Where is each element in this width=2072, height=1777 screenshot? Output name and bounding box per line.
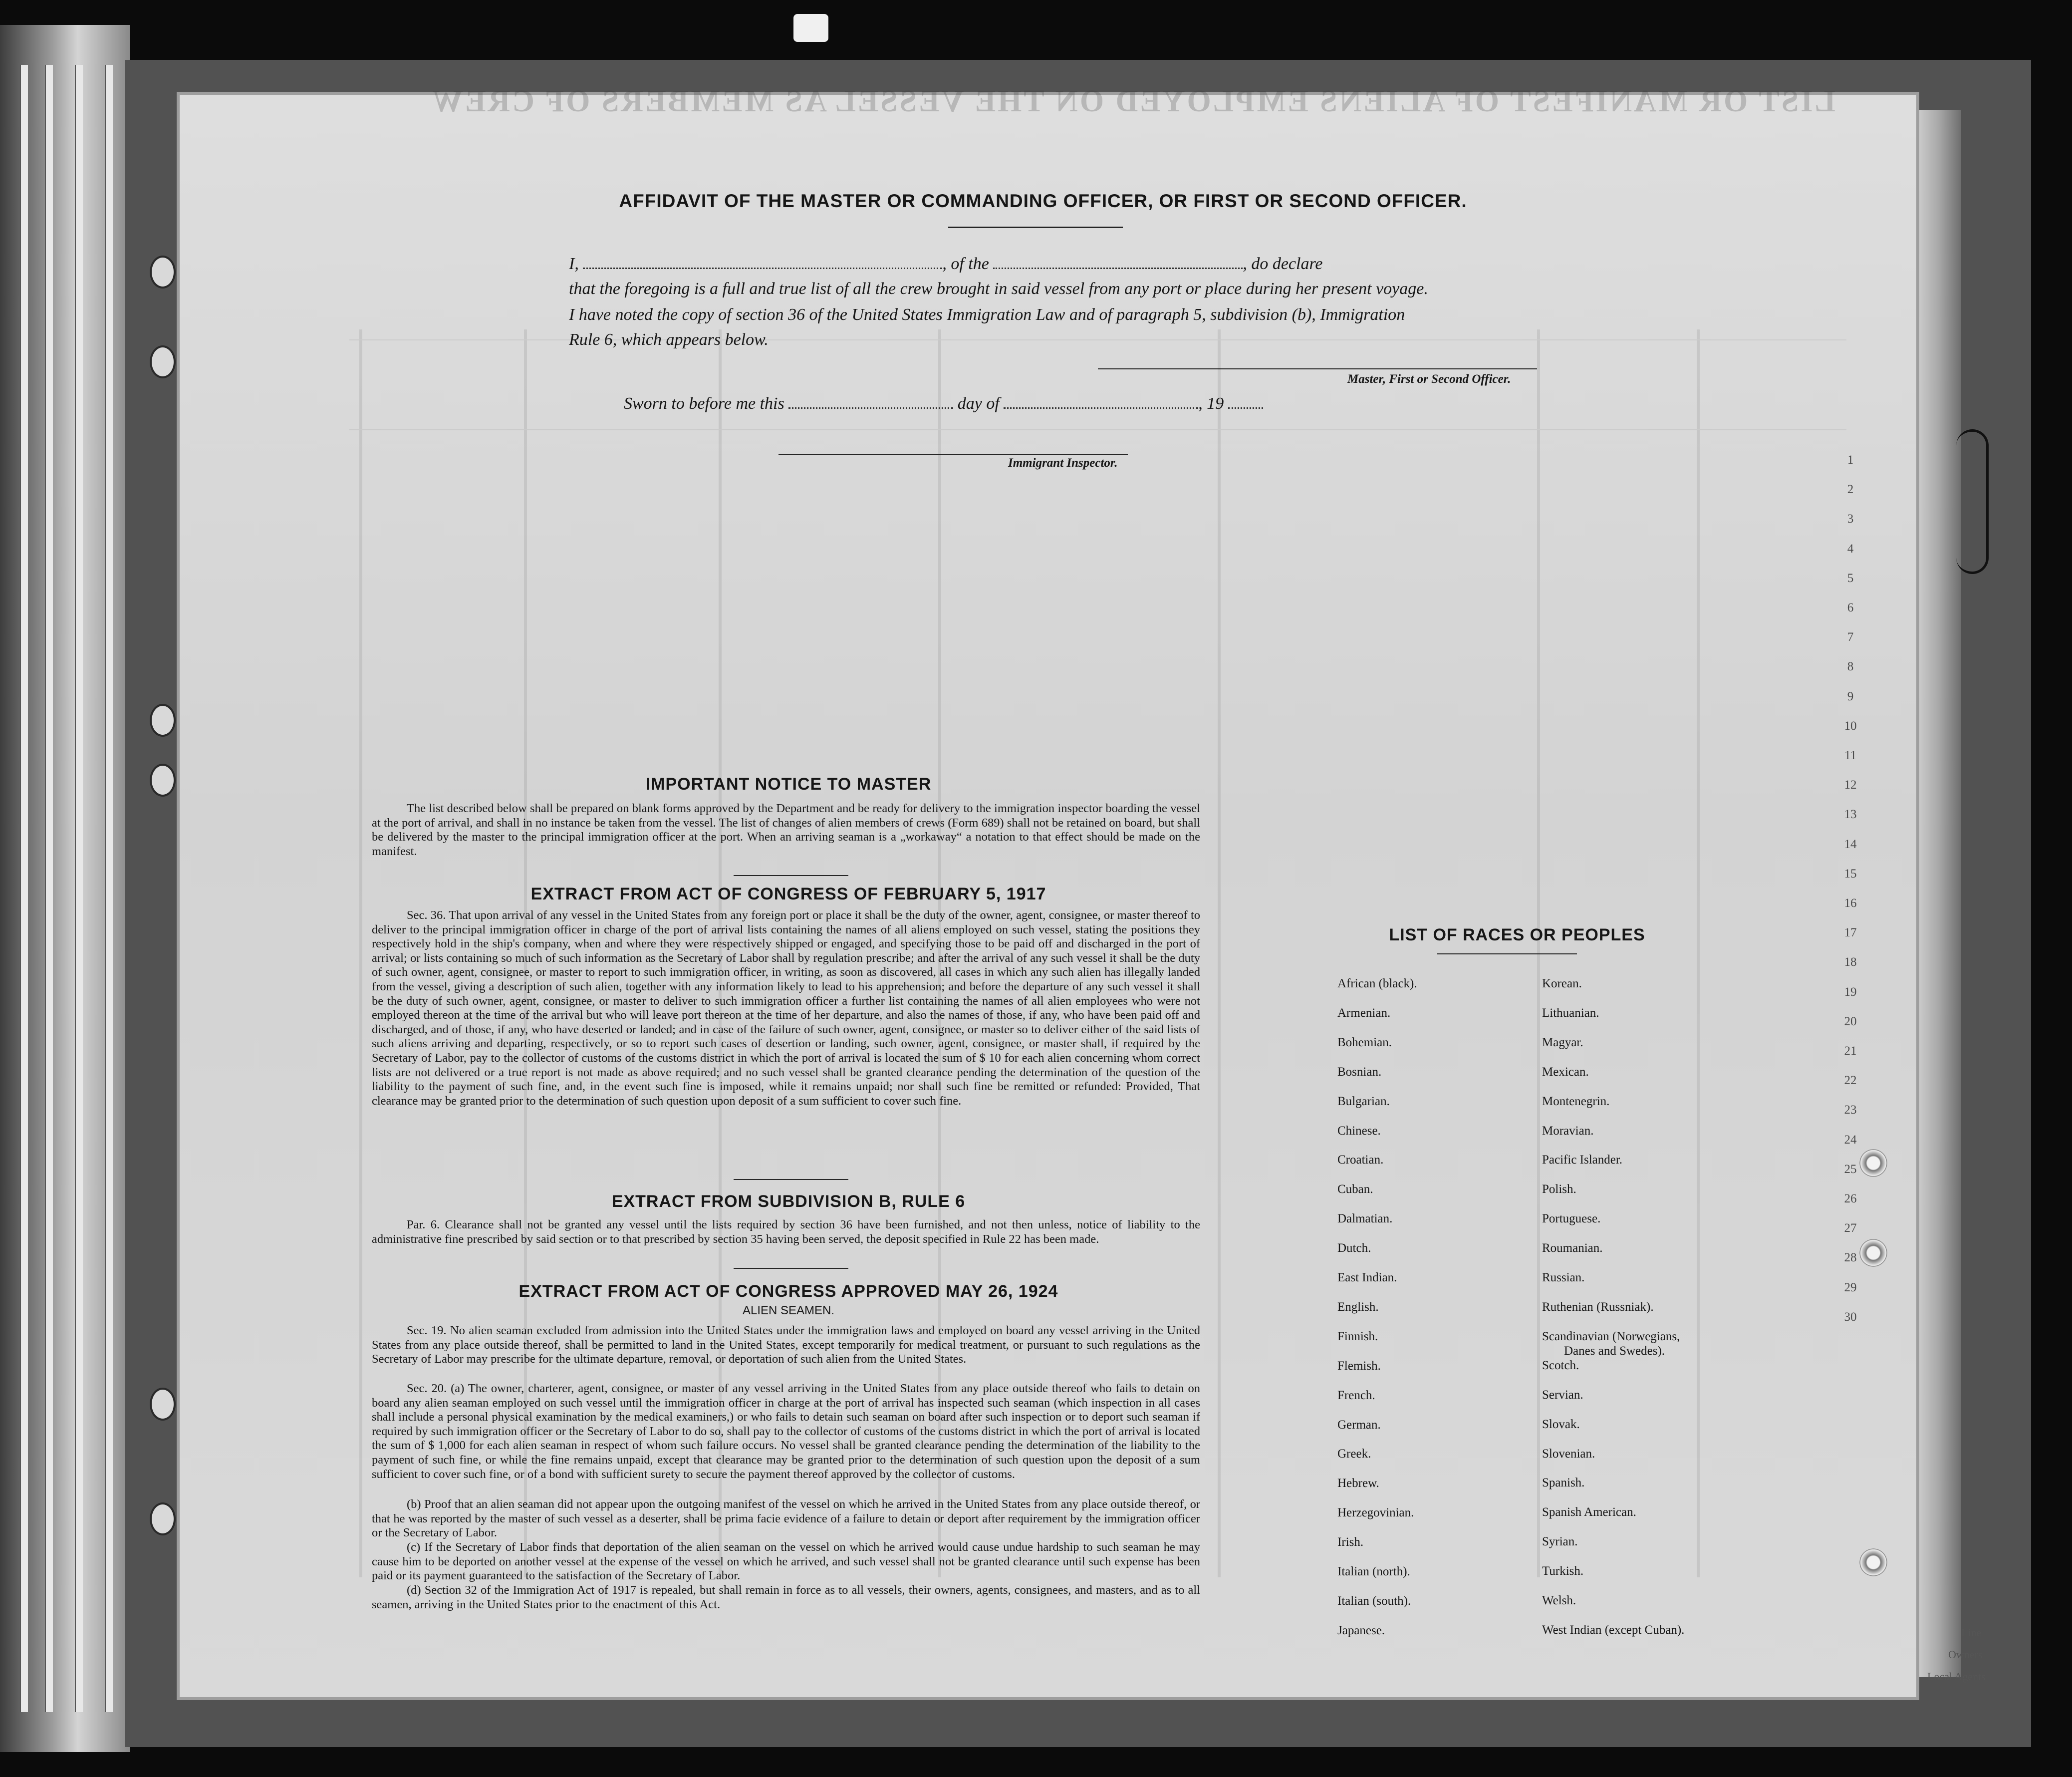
race-item: Magyar. — [1542, 1035, 1583, 1049]
race-item: Chinese. — [1337, 1124, 1381, 1138]
extract-1924-sec20a: Sec. 20. (a) The owner, charterer, agent, consignee, or master of any vessel arriving in the United States from any place outside thereof who fails to detain on board any alien seaman employed on such vessel until the immigration officer in charge at the port of arrival has inspected such seaman (which inspection in all cases shall include a personal physical examination by the medical examiners,) or who fails to detain such seaman on board after such inspection or to deport such seaman if required by such immigration officer or the Secretary of Labor to do so, shall pay to the collector of customs of the customs district in which the port of arrival is located the sum of $ 1,000 for each alien seaman in respect of whom such failure occurs. No vessel shall be granted clearance pending the determination of the liability to the payment of such fine, or while the fine remains unpaid, except that clearance may be granted prior to the determination of such question upon the deposit of a sum sufficient to cover such fine, or of a bond with sufficient surety to secure the payment thereof approved by the collector of customs. — [372, 1382, 1200, 1481]
race-item: East Indian. — [1337, 1271, 1397, 1284]
line-number: 22 — [1844, 1074, 1857, 1088]
line-number: 2 — [1847, 483, 1854, 497]
line-number: 6 — [1847, 601, 1854, 614]
race-item: Russian. — [1542, 1271, 1585, 1284]
side-label-line: Line — [1961, 1626, 1982, 1639]
race-item: Greek. — [1337, 1447, 1371, 1461]
extract-1924-title: EXTRACT FROM ACT OF CONGRESS APPROVED MAY 26, 1924 — [518, 1282, 1058, 1301]
extract-1924-subtitle: ALIEN SEAMEN. — [742, 1304, 835, 1317]
race-item: Bulgarian. — [1337, 1094, 1390, 1108]
race-item: Croatian. — [1337, 1153, 1384, 1167]
race-item: Servian. — [1542, 1388, 1583, 1402]
race-item: Ruthenian (Russniak). — [1542, 1300, 1654, 1314]
line-number: 29 — [1844, 1280, 1857, 1294]
affidavit-declarant-line — [569, 255, 1323, 274]
race-item: Japanese. — [1337, 1623, 1385, 1637]
bleed-through-title: LIST OR MANIFEST OF ALIENS EMPLOYED ON THE VESSEL AS MEMBERS OF CREW — [430, 84, 1835, 118]
notice-title: IMPORTANT NOTICE TO MASTER — [645, 775, 932, 794]
line-number: 4 — [1847, 542, 1854, 556]
race-item: Slovenian. — [1542, 1447, 1595, 1461]
blank-field[interactable] — [788, 394, 953, 409]
perforation-stamp — [1858, 1238, 1888, 1268]
blank-field[interactable] — [993, 255, 1243, 269]
divider — [734, 1179, 848, 1180]
race-item: Montenegrin. — [1542, 1094, 1610, 1108]
race-item: Syrian. — [1542, 1535, 1578, 1549]
line-number: 24 — [1844, 1133, 1857, 1147]
affidavit-text: , 19 — [1198, 394, 1224, 413]
race-item: Mexican. — [1542, 1065, 1589, 1079]
race-item: Moravian. — [1542, 1124, 1594, 1138]
line-number: 26 — [1844, 1192, 1857, 1205]
race-item: Armenian. — [1337, 1006, 1391, 1020]
line-number: 9 — [1847, 689, 1854, 703]
stacked-sheet — [20, 65, 28, 1712]
divider — [734, 1268, 848, 1269]
line-number: 27 — [1844, 1221, 1857, 1235]
stacked-sheet — [75, 65, 83, 1712]
line-number: 23 — [1844, 1103, 1857, 1117]
line-number: 15 — [1844, 867, 1857, 881]
page-stack-edge — [0, 25, 130, 1752]
line-number: 18 — [1844, 955, 1857, 969]
line-number: 5 — [1847, 571, 1854, 585]
race-item: German. — [1337, 1418, 1381, 1432]
race-item: Turkish. — [1542, 1564, 1584, 1578]
page-stack-right-edge — [1916, 110, 1961, 1677]
line-number: 21 — [1844, 1044, 1857, 1058]
affidavit-statement: I have noted the copy of section 36 of the United States Immigration Law and of paragraph 5, subdivision (b), Immigration — [569, 305, 1405, 324]
line-number: 7 — [1847, 630, 1854, 644]
race-item: Scandinavian (Norwegians, — [1542, 1329, 1680, 1343]
race-item: Herzegovinian. — [1337, 1506, 1414, 1520]
binder-hole — [150, 764, 176, 797]
signature-line — [778, 454, 1128, 455]
race-item: English. — [1337, 1300, 1379, 1314]
race-item: Spanish American. — [1542, 1505, 1636, 1519]
stacked-sheet — [45, 65, 53, 1712]
perforation-stamp — [1858, 1547, 1888, 1577]
race-item: Pacific Islander. — [1542, 1153, 1623, 1167]
pencil-mark — [1956, 429, 1989, 574]
affidavit-title: AFFIDAVIT OF THE MASTER OR COMMANDING OFFICER, OR FIRST OR SECOND OFFICER. — [619, 191, 1467, 211]
race-item: West Indian (except Cuban). — [1542, 1623, 1685, 1637]
affidavit-text: , do declare — [1243, 255, 1323, 273]
line-number: 3 — [1847, 512, 1854, 526]
notice-text: The list described below shall be prepared on blank forms approved by the Department and be ready for delivery to the immigration inspector boarding the vessel at the port of arrival, and shall in no instance be taken from the vessel. The list of changes of alien members of crews (Form 689) shall not be retained on board, but shall be delivered by the master to the principal immigration officer at the port. When an arriving seaman is a „workaway“ a notation to that effect should be made on the manifest. — [372, 802, 1200, 858]
extract-1917-title: EXTRACT FROM ACT OF CONGRESS OF FEBRUARY 5, 1917 — [530, 885, 1046, 903]
extract-rule6-title: EXTRACT FROM SUBDIVISION B, RULE 6 — [611, 1192, 966, 1211]
race-item: Finnish. — [1337, 1329, 1378, 1343]
race-item: Spanish. — [1542, 1476, 1585, 1490]
affidavit-text: Sworn to before me this — [624, 394, 784, 413]
line-number: 13 — [1844, 808, 1857, 822]
race-item: Bohemian. — [1337, 1035, 1392, 1049]
race-item: Flemish. — [1337, 1359, 1381, 1373]
perforation-stamp — [1858, 1148, 1888, 1178]
race-item: Dutch. — [1337, 1241, 1371, 1255]
binder-hole — [150, 1388, 176, 1421]
line-number: 17 — [1844, 926, 1857, 940]
line-number: 28 — [1844, 1251, 1857, 1265]
extract-rule6-text: Par. 6. Clearance shall not be granted any vessel until the lists required by section 36 have been furnished, and not then unless, notice of liability to the administrative fine prescribed by said section or to that prescribed by section 35 having been served, the deposit specified in Rule 22 has been made. — [372, 1218, 1200, 1246]
line-number: 1 — [1847, 453, 1854, 467]
race-item: Slovak. — [1542, 1417, 1580, 1431]
race-item: Scotch. — [1542, 1358, 1579, 1372]
master-caption: Master, First or Second Officer. — [1347, 372, 1511, 386]
line-number: 12 — [1844, 778, 1857, 792]
race-item: Dalmatian. — [1337, 1212, 1393, 1226]
binder-hole — [150, 1502, 176, 1535]
race-item: Polish. — [1542, 1183, 1576, 1196]
blank-field[interactable] — [583, 255, 942, 269]
blank-field[interactable] — [1004, 394, 1198, 409]
extract-1917-text: Sec. 36. That upon arrival of any vessel in the United States from any foreign port or place it shall be the duty of the owner, agent, consignee, or master thereof to deliver to the principal immigration officer in charge of the port of arrival lists containing the names of all aliens employed on such vessel, stating the positions they respectively hold in the ship's company, when and where they were respectively shipped or engaged, and specifying those to be paid off and discharged in the port of arrival; or lists containing so much of such information as the Secretary of Labor shall by regulation prescribe; and after the arrival of any such vessel it shall be the duty of such owner, agent, consignee, or master to report to such immigration officer, in writing, as soon as discovered, all cases in which any such alien has illegally landed from the vessel, giving a description of such alien, together with any information likely to lead to his apprehension; and before the departure of any such vessel it shall be the duty of such owner, agent, consignee, or master to deliver to such immigration officer a further list containing the names of all alien employees who were not employed thereon at the time of the arrival but who will leave port thereon at the time of her departure, and also the names of those, if any, who have been paid off and discharged, and of those, if any, who have deserted or landed; and in case of the failure of such owner, agent, consignee, or master so to deliver either of the said lists of such aliens arriving and departing, respectively, or so to report such cases of desertion or landing, such owner, agent, consignee, or master shall, if required by the Secretary of Labor, pay to the collector of customs of the customs district in which the port of arrival is located the sum of $ 10 for each alien concerning whom correct lists are not delivered or a true report is not made as above required; and no such vessel shall be granted clearance pending the determination of the question of the liability to the payment of such fine, and, in the event such fine is imposed, while it remains unpaid; nor shall such fine be remitted or refunded: Provided, That clearance may be granted prior to the determination of such question upon deposit of a sum sufficient to cover such fine. — [372, 908, 1200, 1108]
extract-1924-sec20b: (b) Proof that an alien seaman did not appear upon the outgoing manifest of the vessel on which he arrived in the United States from any place outside thereof, or that he was reported by the master of such vessel as a deserter, shall be prima facie evidence of a failure to detain or deport after requirement by the immigration officer or the Secretary of Labor. — [372, 1497, 1200, 1540]
stacked-sheet — [105, 65, 113, 1712]
binder-hole — [150, 704, 176, 737]
race-item: Italian (south). — [1337, 1594, 1411, 1608]
line-number: 14 — [1844, 837, 1857, 851]
line-number: 30 — [1844, 1310, 1857, 1324]
races-title: LIST OF RACES OR PEOPLES — [1389, 925, 1645, 944]
race-item: Bosnian. — [1337, 1065, 1382, 1079]
binder-hole — [150, 345, 176, 378]
affidavit-statement: Rule 6, which appears below. — [569, 330, 769, 349]
line-number: 19 — [1844, 985, 1857, 999]
extract-1924-sec19: Sec. 19. No alien seaman excluded from admission into the United States under the immigration laws and employed on board any vessel arriving in the United States from any place outside thereof, shall be permitted to land in the United States, except temporarily for medical treatment, or pursuant to such regulations as the Secretary of Labor may prescribe for the ultimate departure, removal, or deportation of such alien from the United States. — [372, 1324, 1200, 1366]
side-label-agents: Local Agents — [1927, 1670, 1986, 1683]
binder-clip — [793, 14, 828, 42]
line-number: 20 — [1844, 1014, 1857, 1028]
race-item: Cuban. — [1337, 1183, 1373, 1196]
binder-hole — [150, 256, 176, 289]
race-item: Welsh. — [1542, 1594, 1576, 1607]
blank-field[interactable] — [1228, 394, 1263, 409]
race-item: Korean. — [1542, 977, 1582, 990]
extract-1924-sec20c: (c) If the Secretary of Labor finds that deportation of the alien seaman on the vessel on which he arrived would cause undue hardship to such seaman he may cause him to be deported on another vessel at the expense of the vessel on which he arrived, and such vessel shall not be granted clearance until such expense has been paid or its payment guaranteed to the satisfaction of the Secretary of Labor. — [372, 1540, 1200, 1583]
race-item: French. — [1337, 1388, 1375, 1402]
extract-1924-sec20d: (d) Section 32 of the Immigration Act of 1917 is repealed, but shall remain in force as to all vessels, their owners, agents, consignees, and masters, and as to all seamen, arriving in the United States prior to the enactment of this Act. — [372, 1583, 1200, 1611]
line-number: 8 — [1847, 660, 1854, 674]
race-item: Roumanian. — [1542, 1241, 1603, 1255]
line-number: 11 — [1844, 749, 1857, 762]
divider — [1437, 953, 1577, 954]
race-item: Danes and Swedes). — [1564, 1344, 1665, 1358]
inspector-caption: Immigrant Inspector. — [1008, 456, 1118, 470]
signature-line — [1098, 368, 1537, 369]
race-item: Hebrew. — [1337, 1477, 1379, 1490]
affidavit-text: day of — [957, 394, 1000, 413]
side-label-owners: Owners — [1948, 1648, 1983, 1661]
line-number: 25 — [1844, 1162, 1857, 1176]
affidavit-statement: that the foregoing is a full and true list of all the crew brought in said vessel from any port or place during her present voyage. — [569, 280, 1428, 298]
line-number: 10 — [1844, 719, 1857, 733]
sworn-line — [624, 394, 1263, 413]
divider — [734, 875, 848, 876]
race-item: Lithuanian. — [1542, 1006, 1599, 1020]
divider — [948, 227, 1123, 228]
affidavit-text: , of the — [942, 255, 989, 273]
race-item: Portuguese. — [1542, 1212, 1601, 1226]
race-item: African (black). — [1337, 977, 1417, 990]
race-item: Italian (north). — [1337, 1565, 1410, 1578]
affidavit-text: I, — [569, 255, 579, 273]
line-number: 16 — [1844, 896, 1857, 910]
race-item: Irish. — [1337, 1535, 1364, 1549]
